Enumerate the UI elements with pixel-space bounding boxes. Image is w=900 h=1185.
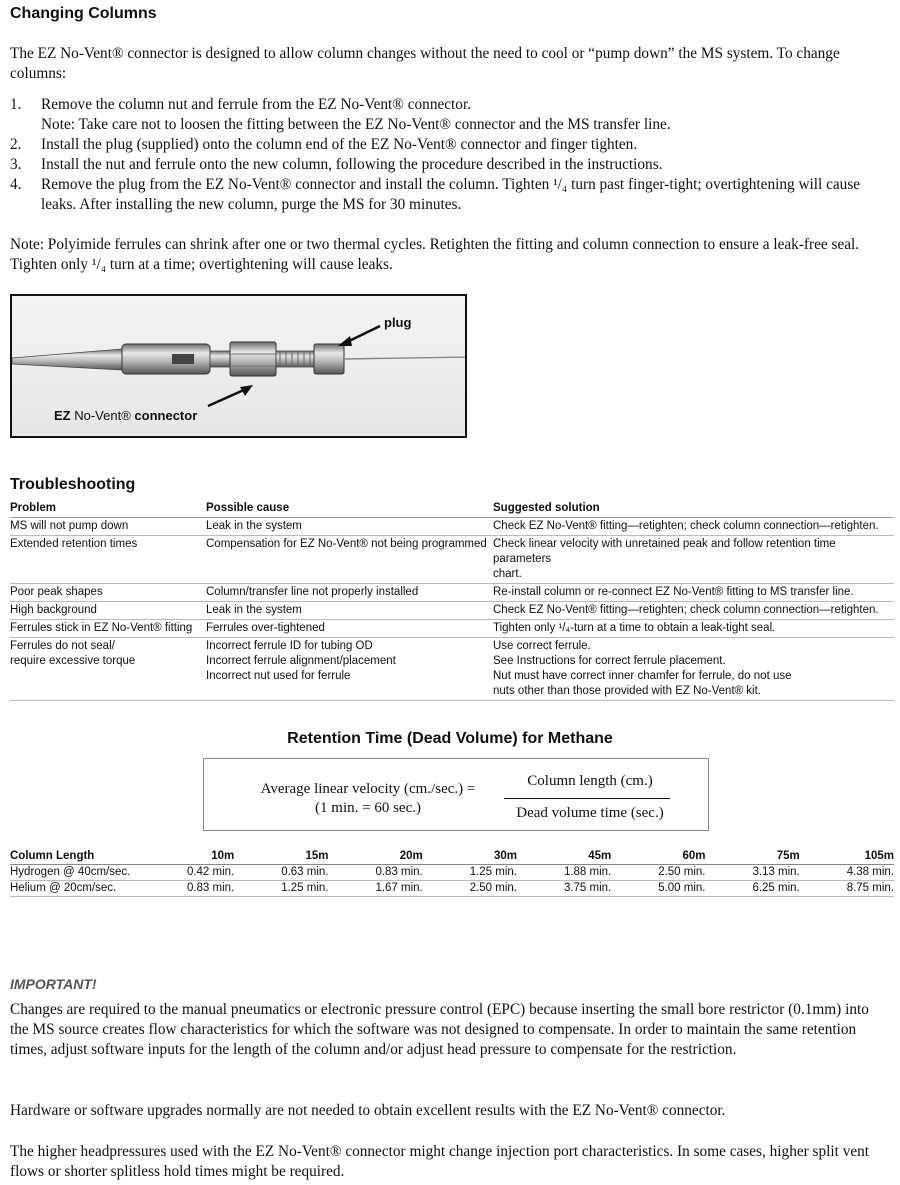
table-cell: 1.25 min. bbox=[234, 881, 328, 897]
column-header: Possible cause bbox=[206, 500, 493, 518]
troubleshooting-table bbox=[10, 500, 894, 701]
formula-box bbox=[203, 758, 709, 831]
step-number: 2. bbox=[10, 136, 22, 153]
table-cell: 0.42 min. bbox=[140, 865, 234, 881]
formula-left: Average linear velocity (cm./sec.) = (1 min. = 60 sec.) bbox=[260, 781, 476, 816]
retention-title: Retention Time (Dead Volume) for Methane bbox=[287, 730, 613, 747]
intro-paragraph: The EZ No-Vent® connector is designed to allow column changes without the need to cool or “pump down” the MS system. To change columns: bbox=[10, 45, 840, 82]
formula-denominator: Dead volume time (sec.) bbox=[516, 805, 664, 821]
table-cell: 1.67 min. bbox=[329, 881, 423, 897]
solution-cell: Check EZ No-Vent® fitting—retighten; check column connection—retighten. bbox=[493, 602, 894, 620]
table-cell: 6.25 min. bbox=[706, 881, 800, 897]
table-row bbox=[10, 518, 894, 536]
table-cell: 0.83 min. bbox=[329, 865, 423, 881]
solution-cell: Tighten only ¹/₄-turn at a time to obtain a leak-tight seal. bbox=[493, 620, 894, 638]
cause-cell: Incorrect ferrule ID for tubing OD Incorrect ferrule alignment/placement Incorrect nut used for ferrule bbox=[206, 638, 493, 701]
list-item bbox=[10, 175, 890, 215]
table-row bbox=[10, 881, 894, 897]
table-row bbox=[10, 638, 894, 701]
formula-numerator: Column length (cm.) bbox=[527, 773, 653, 789]
column-header: 105m bbox=[800, 849, 894, 865]
solution-cell: Re-install column or re-connect EZ No-Vent® fitting to MS transfer line. bbox=[493, 584, 894, 602]
step-number: 3. bbox=[10, 156, 22, 173]
problem-cell: Poor peak shapes bbox=[10, 584, 206, 602]
table-row bbox=[10, 536, 894, 584]
list-item bbox=[10, 155, 890, 175]
column-header: 45m bbox=[517, 849, 611, 865]
solution-cell: Check linear velocity with unretained peak and follow retention time parameters chart. bbox=[493, 536, 894, 584]
column-header: Problem bbox=[10, 500, 206, 518]
plug bbox=[314, 344, 344, 374]
connector-photo bbox=[10, 294, 467, 438]
table-header-row bbox=[10, 849, 894, 865]
plug-label: plug bbox=[384, 315, 412, 330]
important-paragraph: Changes are required to the manual pneumatics or electronic pressure control (EPC) because inserting the small bore restrictor (0.1mm) into the MS source creates flow characteristics for which the software was not designed to compensate. In order to maintain the same retention times, adjust software inputs for the length of the column and/or adjust head pressure to compensate for the restriction. bbox=[10, 1001, 869, 1058]
cause-cell: Leak in the system bbox=[206, 518, 493, 536]
table-cell: 0.63 min. bbox=[234, 865, 328, 881]
table-cell: 5.00 min. bbox=[611, 881, 705, 897]
table-cell: 2.50 min. bbox=[611, 865, 705, 881]
problem-cell: MS will not pump down bbox=[10, 518, 206, 536]
table-header-row bbox=[10, 500, 894, 518]
step-text: Install the nut and ferrule onto the new column, following the procedure described in the instructions. bbox=[41, 156, 663, 173]
table-row bbox=[10, 865, 894, 881]
step-number: 1. bbox=[10, 96, 22, 113]
table-cell: 1.88 min. bbox=[517, 865, 611, 881]
steps-list bbox=[10, 95, 890, 215]
fraction-bar bbox=[504, 798, 670, 799]
step-text: Remove the plug from the EZ No-Vent® connector and install the column. Tighten ¹/₄ turn past finger-tight; overtightening will cause leaks. After installing the new column, purge the MS for 30 minutes. bbox=[41, 176, 861, 213]
column-header: 10m bbox=[140, 849, 234, 865]
problem-cell: Extended retention times bbox=[10, 536, 206, 584]
column-header: Column Length bbox=[10, 849, 140, 865]
list-item bbox=[10, 95, 890, 135]
table-cell: 3.75 min. bbox=[517, 881, 611, 897]
problem-cell: Ferrules stick in EZ No-Vent® fitting bbox=[10, 620, 206, 638]
column-header: 30m bbox=[423, 849, 517, 865]
list-item bbox=[10, 135, 890, 155]
cause-cell: Leak in the system bbox=[206, 602, 493, 620]
table-cell: 3.13 min. bbox=[706, 865, 800, 881]
hex-nut bbox=[230, 342, 276, 376]
cause-cell: Ferrules over-tightened bbox=[206, 620, 493, 638]
problem-cell: High background bbox=[10, 602, 206, 620]
connector-slot bbox=[172, 354, 194, 364]
table-cell: 4.38 min. bbox=[800, 865, 894, 881]
section-title-changing-columns: Changing Columns bbox=[10, 5, 157, 22]
row-label: Hydrogen @ 40cm/sec. bbox=[10, 865, 140, 881]
upgrades-paragraph: Hardware or software upgrades normally are not needed to obtain excellent results with the EZ No-Vent® connector. bbox=[10, 1102, 726, 1119]
table-cell: 0.83 min. bbox=[140, 881, 234, 897]
important-heading: IMPORTANT! bbox=[10, 976, 97, 992]
table-row bbox=[10, 584, 894, 602]
table-row bbox=[10, 602, 894, 620]
step-text: Remove the column nut and ferrule from the EZ No-Vent® connector. bbox=[41, 96, 472, 113]
step-note: Note: Take care not to loosen the fitting between the EZ No-Vent® connector and the MS transfer line. bbox=[41, 116, 671, 133]
polyimide-note: Note: Polyimide ferrules can shrink after one or two thermal cycles. Retighten the fitting and column connection to ensure a leak-free seal. Tighten only ¹/₄ turn at a time; overtightening will cause leaks. bbox=[10, 236, 860, 273]
column-header: 60m bbox=[611, 849, 705, 865]
problem-cell: Ferrules do not seal/ require excessive torque bbox=[10, 638, 206, 701]
headpressure-paragraph: The higher headpressures used with the EZ No-Vent® connector might change injection port characteristics. In some cases, higher split vent flows or shorter splitless hold times might be required. bbox=[10, 1143, 870, 1180]
section-title-troubleshooting: Troubleshooting bbox=[10, 476, 136, 493]
row-label: Helium @ 20cm/sec. bbox=[10, 881, 140, 897]
column-header: 15m bbox=[234, 849, 328, 865]
column-header: 75m bbox=[706, 849, 800, 865]
table-cell: 8.75 min. bbox=[800, 881, 894, 897]
table-cell: 2.50 min. bbox=[423, 881, 517, 897]
solution-cell: Use correct ferrule. See Instructions for correct ferrule placement. Nut must have correct inner chamfer for ferrule, do not use nuts other than those provided with EZ No-Vent® kit. bbox=[493, 638, 894, 701]
cause-cell: Compensation for EZ No-Vent® not being programmed bbox=[206, 536, 493, 584]
step-text: Install the plug (supplied) onto the column end of the EZ No-Vent® connector and finger tighten. bbox=[41, 136, 638, 153]
table-cell: 1.25 min. bbox=[423, 865, 517, 881]
connector-label: EZ No-Vent® connector bbox=[54, 408, 198, 423]
solution-cell: Check EZ No-Vent® fitting—retighten; check column connection—retighten. bbox=[493, 518, 894, 536]
column-header: 20m bbox=[329, 849, 423, 865]
column-header: Suggested solution bbox=[493, 500, 894, 518]
table-row bbox=[10, 620, 894, 638]
cause-cell: Column/transfer line not properly installed bbox=[206, 584, 493, 602]
step-number: 4. bbox=[10, 176, 22, 193]
retention-table bbox=[10, 849, 894, 897]
connector-body bbox=[122, 344, 210, 374]
